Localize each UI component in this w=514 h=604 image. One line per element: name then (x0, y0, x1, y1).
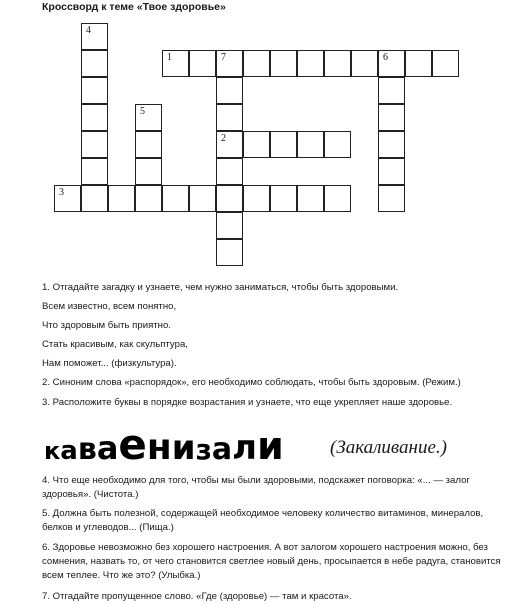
crossword-cell (378, 77, 405, 104)
crossword-cell (162, 185, 189, 212)
jumble-letter: в (77, 432, 97, 467)
jumble-letter: и (171, 428, 196, 468)
jumble-letter: и (257, 424, 284, 468)
crossword-cell (216, 212, 243, 239)
crossword-cell (216, 239, 243, 266)
clue-1-intro: 1. Отгадайте загадку и узнаете, чем нужно заниматься, чтобы быть здоровыми. (42, 282, 399, 293)
crossword-cell (270, 50, 297, 77)
crossword-cell (297, 131, 324, 158)
crossword-cell (324, 50, 351, 77)
crossword-cell (135, 131, 162, 158)
jumble-letter: а (60, 436, 78, 466)
crossword-cell (243, 185, 270, 212)
crossword-cell (216, 185, 243, 212)
clue-2: 2. Синоним слова «распорядок», его необходимо соблюдать, чтобы быть здоровым. (Режим.) (42, 377, 461, 388)
jumble-letter: а (211, 432, 233, 467)
crossword-cell (378, 158, 405, 185)
crossword-cell (405, 50, 432, 77)
crossword-cell (108, 185, 135, 212)
crossword-cell (81, 158, 108, 185)
crossword-cell (216, 131, 243, 158)
crossword-cell (378, 104, 405, 131)
crossword-cell (216, 77, 243, 104)
clue-4: 4. Что еще необходимо для того, чтобы мы были здоровыми, подскажет поговорка: «... — залог здоровья». (Чистота.) (42, 475, 470, 500)
clue-number: 6 (383, 52, 388, 63)
clue-number: 4 (86, 25, 91, 36)
crossword-cell (162, 50, 189, 77)
clue-number: 7 (221, 52, 226, 63)
crossword-cell (270, 185, 297, 212)
jumbled-letters (44, 420, 284, 469)
clue-3-answer: (Закаливание.) (330, 437, 447, 458)
crossword-cell (432, 50, 459, 77)
crossword-cell (81, 50, 108, 77)
riddle-line-4: Нам поможет... (физкультура). (42, 358, 177, 369)
jumble-letter: л (232, 428, 258, 468)
crossword-cell (324, 131, 351, 158)
crossword-cell (189, 185, 216, 212)
jumble-letter: е (118, 420, 147, 469)
jumble-letter: з (195, 433, 212, 466)
crossword-cell (81, 104, 108, 131)
clue-number: 5 (140, 106, 145, 117)
riddle-line-1: Всем известно, всем понятно, (42, 301, 177, 312)
clue-6: 6. Здоровье невозможно без хорошего настроения. А вот залогом хорошего настроения можно, без сомнения, назвать то, от чего становится светлее новый день, просыпается в небе радуга, становится всем теплее. Что же это? (Улыбка.) (42, 542, 501, 581)
crossword-cell (243, 131, 270, 158)
crossword-grid (0, 0, 514, 270)
crossword-cell (135, 185, 162, 212)
riddle-line-2: Что здоровым быть приятно. (42, 320, 171, 331)
jumble-letter: а (96, 429, 119, 467)
crossword-cell (243, 50, 270, 77)
crossword-cell (81, 77, 108, 104)
crossword-cell (216, 104, 243, 131)
riddle-line-3: Стать красивым, как скульптура, (42, 339, 188, 350)
crossword-cell (324, 185, 351, 212)
crossword-cell (81, 23, 108, 50)
crossword-cell (135, 104, 162, 131)
clue-3: 3. Расположите буквы в порядке возрастания и узнаете, что еще укрепляет наше здоровье. (42, 397, 453, 408)
jumble-letter: н (146, 427, 172, 468)
crossword-cell (54, 185, 81, 212)
crossword-cell (216, 50, 243, 77)
crossword-cell (189, 50, 216, 77)
crossword-cell (216, 158, 243, 185)
crossword-cell (378, 185, 405, 212)
crossword-title: Кроссворд к теме «Твое здоровье» (42, 1, 226, 13)
crossword-cell (81, 131, 108, 158)
crossword-cell (378, 50, 405, 77)
clue-number: 1 (167, 52, 172, 63)
clue-7: 7. Отгадайте пропущенное слово. «Где (здоровье) — там и красота». (42, 591, 352, 602)
clue-5: 5. Должна быть полезной, содержащей необходимое человеку количество витаминов, минералов, белков и углеводов... (Пища.) (42, 508, 484, 533)
clue-number: 2 (221, 133, 226, 144)
crossword-cell (135, 158, 162, 185)
jumble-letter: к (44, 437, 61, 465)
crossword-cell (297, 185, 324, 212)
crossword-cell (378, 131, 405, 158)
crossword-cell (81, 185, 108, 212)
clue-number: 3 (59, 187, 64, 198)
crossword-cell (351, 50, 378, 77)
crossword-cell (270, 131, 297, 158)
crossword-cell (297, 50, 324, 77)
